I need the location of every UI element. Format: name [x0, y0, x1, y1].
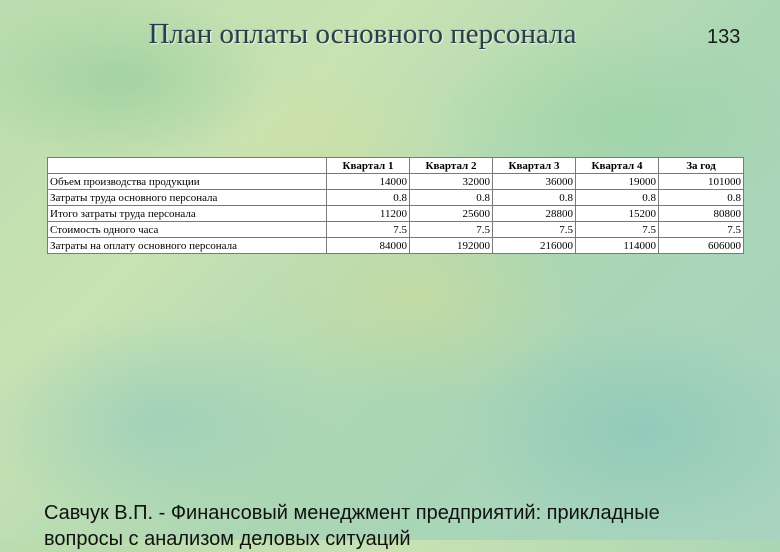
row-label: Затраты на оплату основного персонала — [48, 238, 327, 254]
row-label: Затраты труда основного персонала — [48, 190, 327, 206]
table-row — [48, 238, 744, 254]
table-header-row — [48, 158, 744, 174]
column-header-year: За год — [659, 158, 744, 174]
payment-plan-table — [47, 157, 744, 254]
cell-q4: 114000 — [576, 238, 659, 254]
cell-q3: 7.5 — [493, 222, 576, 238]
cell-q3: 28800 — [493, 206, 576, 222]
cell-q1: 0.8 — [327, 190, 410, 206]
cell-q3: 216000 — [493, 238, 576, 254]
column-header-blank — [48, 158, 327, 174]
slide-title: План оплаты основного персонала — [148, 18, 577, 50]
page-number: 133 — [707, 26, 741, 48]
cell-q2: 192000 — [410, 238, 493, 254]
cell-q1: 11200 — [327, 206, 410, 222]
cell-q4: 7.5 — [576, 222, 659, 238]
column-header-q1: Квартал 1 — [327, 158, 410, 174]
cell-q1: 7.5 — [327, 222, 410, 238]
table-row — [48, 190, 744, 206]
column-header-q3: Квартал 3 — [493, 158, 576, 174]
cell-year: 0.8 — [659, 190, 744, 206]
cell-q4: 19000 — [576, 174, 659, 190]
cell-year: 606000 — [659, 238, 744, 254]
cell-q2: 25600 — [410, 206, 493, 222]
table-row — [48, 206, 744, 222]
cell-q2: 0.8 — [410, 190, 493, 206]
cell-q3: 0.8 — [493, 190, 576, 206]
table-row — [48, 222, 744, 238]
cell-year: 7.5 — [659, 222, 744, 238]
cell-q4: 15200 — [576, 206, 659, 222]
cell-year: 101000 — [659, 174, 744, 190]
cell-q2: 32000 — [410, 174, 493, 190]
row-label: Объем производства продукции — [48, 174, 327, 190]
row-label: Итого затраты труда персонала — [48, 206, 327, 222]
cell-q1: 14000 — [327, 174, 410, 190]
column-header-q2: Квартал 2 — [410, 158, 493, 174]
footer-citation: Савчук В.П. - Финансовый менеджмент предприятий: прикладные вопросы с анализом деловых ситуаций — [44, 502, 660, 550]
row-label: Стоимость одного часа — [48, 222, 327, 238]
table-row — [48, 174, 744, 190]
cell-year: 80800 — [659, 206, 744, 222]
cell-q4: 0.8 — [576, 190, 659, 206]
column-header-q4: Квартал 4 — [576, 158, 659, 174]
cell-q1: 84000 — [327, 238, 410, 254]
cell-q3: 36000 — [493, 174, 576, 190]
cell-q2: 7.5 — [410, 222, 493, 238]
